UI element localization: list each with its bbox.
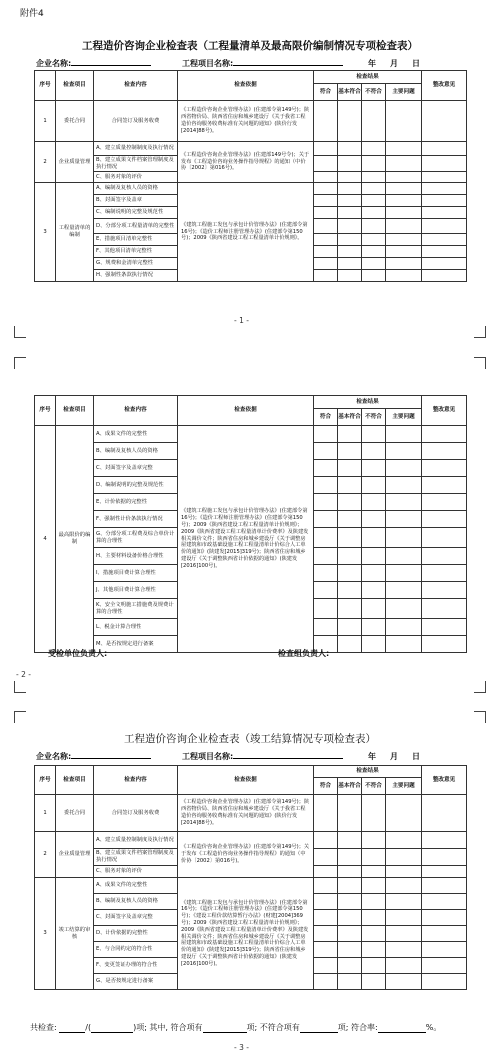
col-problems: 主要问题	[386, 778, 422, 795]
rate-blank	[378, 1024, 426, 1033]
col-content: 检查内容	[94, 71, 178, 101]
col-seq: 序号	[35, 766, 56, 795]
col-basis: 检查依据	[178, 766, 314, 795]
project-name-field	[182, 58, 343, 69]
col-seq: 序号	[35, 71, 56, 101]
year-label: 年	[368, 752, 376, 761]
date-field	[368, 58, 420, 69]
table-row: I、措施项目费计算合理性	[35, 565, 467, 582]
year-label: 年	[368, 59, 376, 68]
col-basic: 基本符合	[338, 778, 362, 795]
col-nonconform: 不符合	[362, 84, 386, 101]
company-name-label: 企业名称:	[36, 59, 72, 68]
col-nonconform: 不符合	[362, 409, 386, 426]
page-3	[0, 697, 500, 1059]
col-basis: 检查依据	[178, 396, 314, 426]
table-row: H、强制性条款执行情况	[35, 270, 467, 282]
col-conform: 符合	[314, 84, 338, 101]
table-row: F、变更签证办理的符合性	[35, 958, 467, 974]
col-content: 检查内容	[94, 396, 178, 426]
page1-title: 工程造价咨询企业检查表（工程量清单及最高限价编制情况专项检查表）	[82, 40, 418, 52]
table-row: 1 委托合同 合同签订及服务收费 《工程造价咨询企业管理办法》(住建部令第149号)；陕西省物价局、陕西省住房和城乡建设厅《关于我省工程造价咨询服务收费标准有关问题的通知》(陕价行发[2014]88号)。	[35, 795, 467, 832]
day-label: 日	[412, 59, 420, 68]
table-row: H、主要材料设备价格合理性	[35, 548, 467, 565]
project-name-label: 工程项目名称:	[182, 59, 234, 68]
col-basic: 基本符合	[338, 84, 362, 101]
table-row: F、强制性计价条款执行情况	[35, 511, 467, 528]
crop-mark	[14, 326, 26, 338]
table-row: C、编制说明的完整及规范性	[35, 207, 467, 219]
inspection-table-2	[34, 395, 467, 653]
unit-head-signature: 受检单位负责人:	[48, 649, 108, 658]
attachment-label: 附件4	[20, 9, 44, 19]
page-2	[0, 345, 500, 697]
col-opinion: 整改意见	[422, 396, 467, 426]
col-nonconform: 不符合	[362, 778, 386, 795]
inspection-table-3	[34, 765, 467, 990]
col-item: 检查项目	[56, 71, 94, 101]
col-opinion: 整改意见	[422, 766, 467, 795]
col-conform: 符合	[314, 778, 338, 795]
page3-number: - 3 -	[234, 1043, 249, 1052]
table-row: 4 最高限价的编制 A、成果文件的完整性 《建筑工程施工发包与承包计价管理办法》(住建部令第16号)；《造价工程师注册管理办法》(住建部令第150号)；2009《陕西省建设工程工程量清单计价规则》；2009《陕西省建设工程工程量清单计价费率》及陕建发相关调价文件；陕西省住房和城乡建设厅《关于调整房屋建筑和市政基础设施工程工程量清单计价综合人工单价的通知》(陕建发[2015]319号)；陕西省住房和城乡建设厅《关于调整陕西省计价依据的通知》(陕建发[2016]100号)。	[35, 426, 467, 443]
page2-number: - 2 -	[16, 670, 31, 679]
col-result: 检查结果	[314, 766, 422, 778]
item-count-blank	[91, 1024, 133, 1033]
project-name-field	[182, 751, 343, 762]
table-row: J、其他项目费计算合理性	[35, 582, 467, 599]
col-result: 检查结果	[314, 71, 422, 84]
table-row: F、其他项目清单完整性	[35, 246, 467, 258]
table-row: C、封面签字及盖章完整	[35, 910, 467, 926]
table-row: C、封面签字及盖章完整	[35, 460, 467, 477]
col-problems: 主要问题	[386, 409, 422, 426]
table-row: G、分部分项工程费及综合单价计算的合理性	[35, 528, 467, 548]
table-row: C、服务对象的评价	[35, 172, 467, 183]
crop-mark	[14, 357, 26, 369]
col-item: 检查项目	[56, 396, 94, 426]
table-row: 3 工程量清单的编制 A、编制及复核人员的资格 《建筑工程施工发包与承包计价管理办法》(住建部令第16号)；《造价工程师注册管理办法》(住建部令第150号)；2009《陕西省建设工程工程量清单计价规则》。	[35, 183, 467, 195]
table-row: D、计价依据的完整性	[35, 926, 467, 942]
table-row: 2 企业质量管理 A、建立质量控制制度及执行情况 《工程造价咨询企业管理办法》(住建部149号令)；关于发布《工程造价咨询业务操作指导规程》的通知（中价协〔2002〕第016号)。	[35, 142, 467, 156]
col-content: 检查内容	[94, 766, 178, 795]
crop-mark	[14, 681, 26, 693]
col-seq: 序号	[35, 396, 56, 426]
col-result: 检查结果	[314, 396, 422, 409]
crop-mark	[474, 711, 486, 723]
date-field	[368, 751, 420, 762]
table-row: D、编制说明的完整及规范性	[35, 477, 467, 494]
summary-items: )项; 其中, 符合项有	[133, 1023, 203, 1032]
table-row: E、计价依据的完整性	[35, 494, 467, 511]
table-row: L、税金计算合理性	[35, 619, 467, 636]
summary-pct: %。	[425, 1023, 442, 1032]
table-row: C、服务对象的评价	[35, 866, 467, 878]
table-row: B、建立成果文件档案管理制度及执行情况	[35, 156, 467, 172]
team-head-signature: 检查组负责人:	[278, 649, 330, 658]
table-row: B、建立成果文件档案管理制度及执行情况	[35, 849, 467, 866]
page-1	[0, 0, 500, 345]
page3-title: 工程造价咨询企业检查表（竣工结算情况专项检查表）	[124, 733, 376, 745]
table-row: E、与合同约定的符合性	[35, 942, 467, 958]
table-row: G、是否按规定进行备案	[35, 974, 467, 990]
crop-mark	[474, 326, 486, 338]
nonconform-count-blank	[300, 1024, 338, 1033]
summary-total-label: 共检查:	[30, 1023, 57, 1032]
month-label: 月	[390, 752, 398, 761]
col-basic: 基本符合	[338, 409, 362, 426]
col-problems: 主要问题	[386, 84, 422, 101]
company-name-field	[36, 58, 151, 69]
conform-count-blank	[203, 1024, 247, 1033]
table-row: M、是否按规定进行备案	[35, 636, 467, 653]
summary-nonconform: 项; 不符合项有	[246, 1023, 300, 1032]
table-row: B、编制及复核人员的资格	[35, 443, 467, 460]
table-row: K、安全文明施工措施费及规费计算的合理性	[35, 599, 467, 619]
summary-line	[30, 1022, 441, 1033]
crop-mark	[474, 357, 486, 369]
month-label: 月	[390, 59, 398, 68]
table-row: G、规费和金清单完整性	[35, 258, 467, 270]
col-item: 检查项目	[56, 766, 94, 795]
table-row: 2 企业质量管理 A、建立质量控制制度及执行情况 《工程造价咨询企业管理办法》(住建部令第149号)；关于发布《工程造价咨询业务操作指导规程》的通知（中价协〔2002〕第016号)。	[35, 832, 467, 849]
page1-number: - 1 -	[234, 316, 249, 325]
col-opinion: 整改意见	[422, 71, 467, 101]
summary-paren: /(	[85, 1023, 92, 1032]
inspection-table-1	[34, 70, 467, 282]
company-name-field	[36, 751, 151, 762]
col-conform: 符合	[314, 409, 338, 426]
table-row: B、编制及复核人员的资格	[35, 894, 467, 910]
project-name-label: 工程项目名称:	[182, 752, 234, 761]
company-name-label: 企业名称:	[36, 752, 72, 761]
table-row: 3 竣工结算的审核 A、成果文件的完整性 《建筑工程施工发包与承包计价管理办法》(住建部令第16号)；《造价工程师注册管理办法》(住建部令第150号)；《建设工程价款结算暂行办法》(财建[2004]369号)；2009《陕西省建设工程工程量清单计价规则》；2009《陕西省建设工程工程量清单计价费率》及陕建发相关调价文件；陕西省住房和城乡建设厅《关于调整房屋建筑和市政基础设施工程工程量清单计价综合人工单价的通知》(陕建发[2015]319号)；陕西省住房和城乡建设厅《关于调整陕西省计价依据的通知》(陕建发[2016]100号)。	[35, 878, 467, 894]
table-row: E、措施项目清单完整性	[35, 234, 467, 246]
table-row: 1 委托合同 合同签订及服务收费 《工程造价咨询企业管理办法》(住建部令第149号)；陕西省物价局、陕西省住房和城乡建设厅《关于我省工程造价咨询服务收费标准有关问题的通知》(陕价行发[2014]88号)。	[35, 101, 467, 142]
table-row: D、分部分项工程量清单的完整性	[35, 219, 467, 234]
crop-mark	[474, 681, 486, 693]
total-count-blank	[59, 1024, 85, 1033]
col-basis: 检查依据	[178, 71, 314, 101]
crop-mark	[14, 711, 26, 723]
table-row: B、封面签字及盖章	[35, 195, 467, 207]
day-label: 日	[412, 752, 420, 761]
summary-rate: 项; 符合率:	[337, 1023, 378, 1032]
